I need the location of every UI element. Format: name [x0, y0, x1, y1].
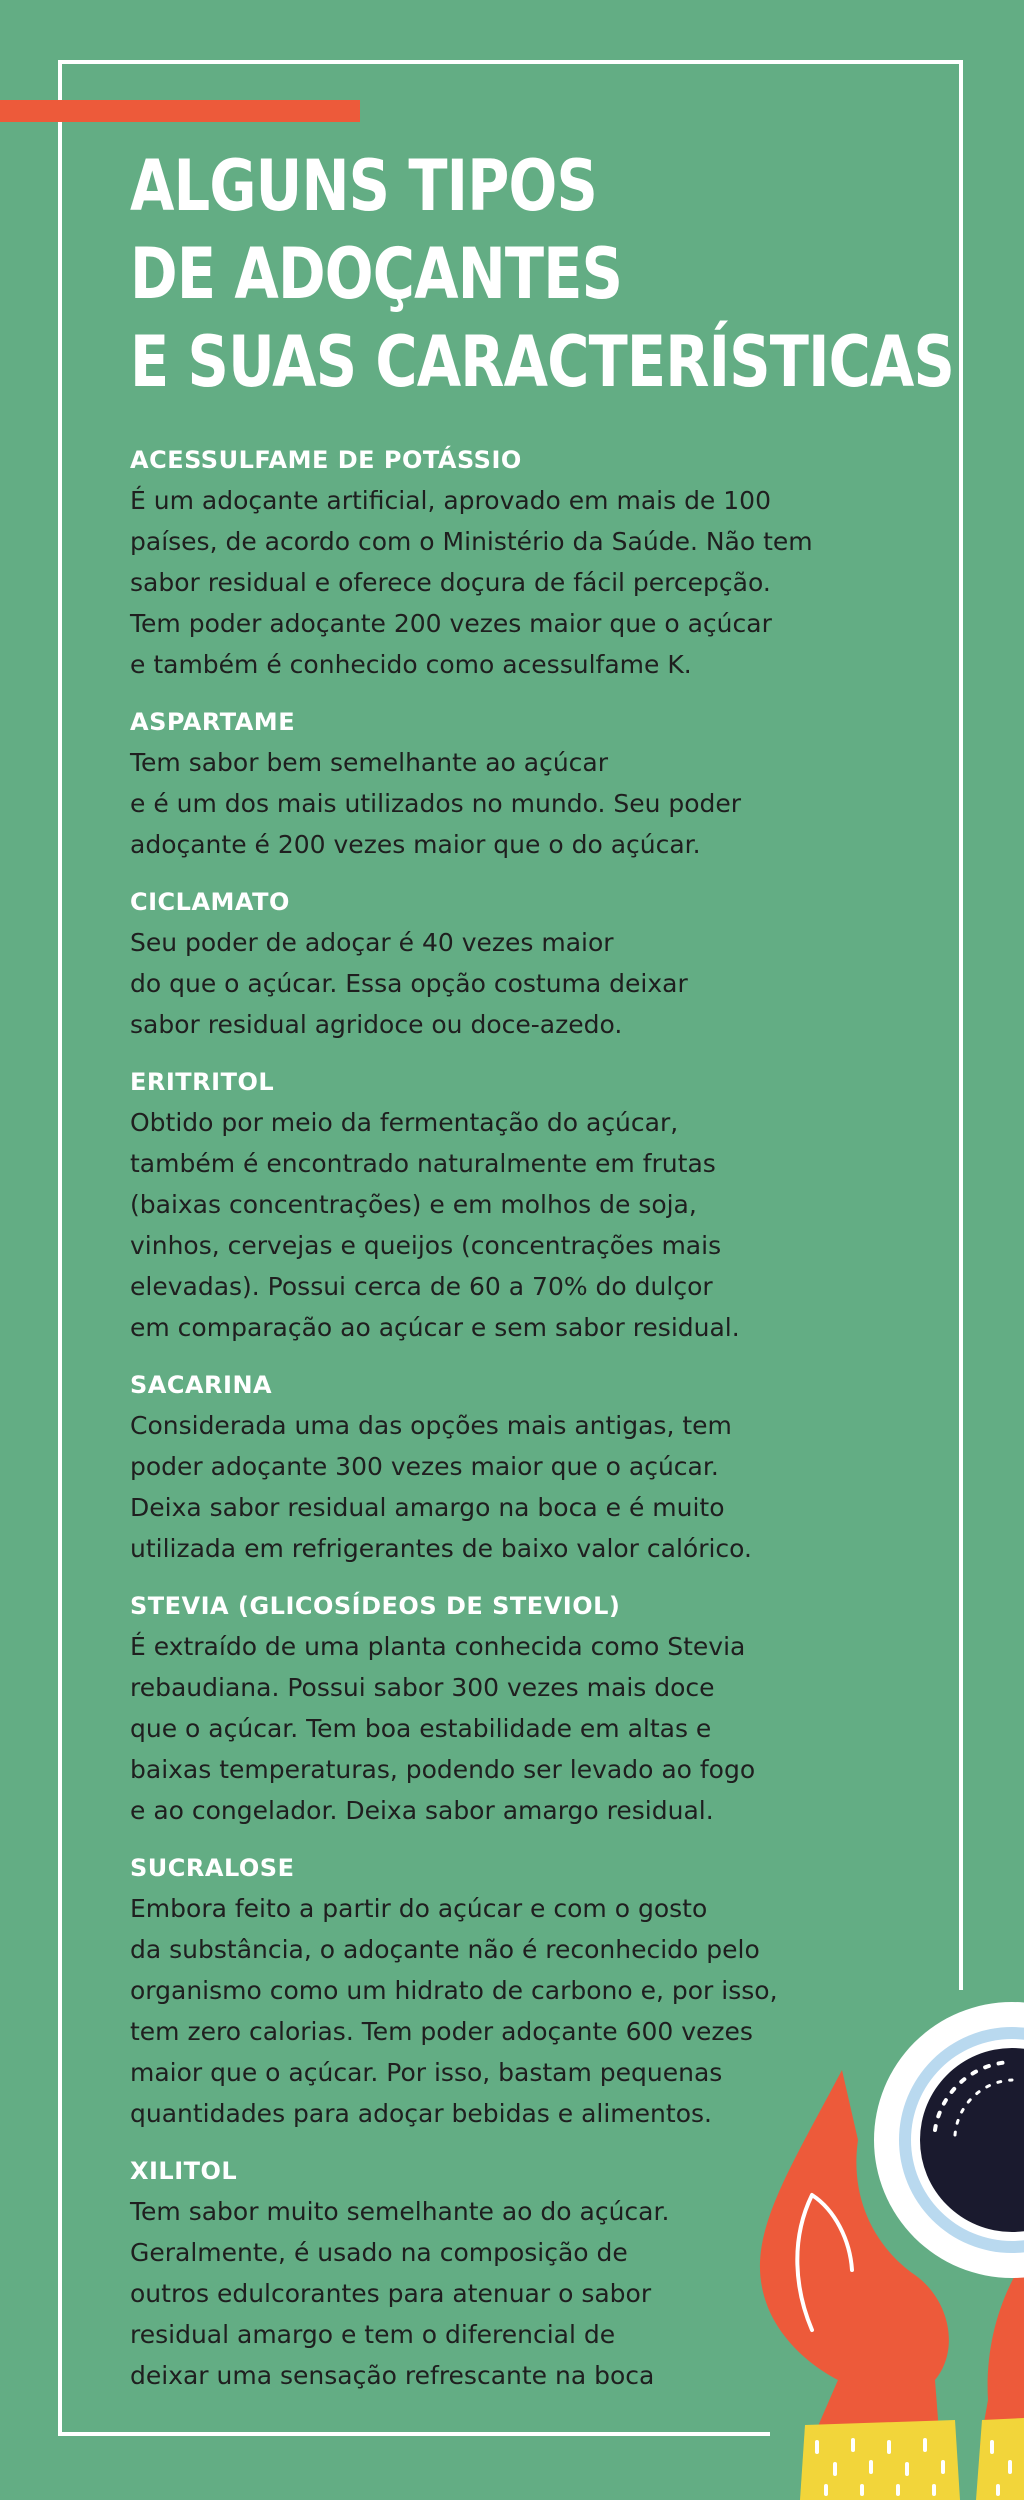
text-line: também é encontrado naturalmente em frutas: [130, 1149, 716, 1178]
text-line: maior que o açúcar. Por isso, bastam pequenas: [130, 2058, 723, 2087]
text-line: Tem poder adoçante 200 vezes maior que o açúcar: [130, 609, 772, 638]
text-line: rebaudiana. Possui sabor 300 vezes mais doce: [130, 1673, 715, 1702]
yellow-sleeve: [800, 2418, 1024, 2500]
section-acessulfame: [130, 444, 880, 685]
text-line: sabor residual e oferece doçura de fácil percepção.: [130, 568, 771, 597]
text-line: países, de acordo com o Ministério da Saúde. Não tem: [130, 527, 813, 556]
text-line: deixar uma sensação refrescante na boca: [130, 2361, 655, 2390]
text-line: quantidades para adoçar bebidas e alimentos.: [130, 2099, 712, 2128]
text-line: (baixas concentrações) e em molhos de soja,: [130, 1190, 697, 1219]
text-line: Obtido por meio da fermentação do açúcar,: [130, 1108, 679, 1137]
coffee-cup: [874, 2002, 1024, 2278]
section-aspartame: [130, 706, 880, 865]
text-line: e é um dos mais utilizados no mundo. Seu poder: [130, 789, 742, 818]
text-line: baixas temperaturas, podendo ser levado ao fogo: [130, 1755, 756, 1784]
text-line: sabor residual agridoce ou doce-azedo.: [130, 1010, 623, 1039]
title-line: E SUAS CARACTERÍSTICAS: [130, 321, 955, 403]
section-text: [130, 742, 880, 865]
text-line: que o açúcar. Tem boa estabilidade em altas e: [130, 1714, 712, 1743]
section-heading: SUCRALOSE: [130, 1854, 295, 1882]
text-line: e ao congelador. Deixa sabor amargo residual.: [130, 1796, 714, 1825]
text-line: É extraído de uma planta conhecida como Stevia: [130, 1632, 746, 1661]
section-heading: STEVIA (GLICOSÍDEOS DE STEVIOL): [130, 1592, 621, 1620]
text-line: vinhos, cervejas e queijos (concentrações mais: [130, 1231, 722, 1260]
text-line: da substância, o adoçante não é reconhecido pelo: [130, 1935, 760, 1964]
text-line: elevadas). Possui cerca de 60 a 70% do dulçor: [130, 1272, 713, 1301]
section-stevia: [130, 1590, 880, 1831]
section-sacarina: [130, 1369, 880, 1569]
text-line: Considerada uma das opções mais antigas, tem: [130, 1411, 732, 1440]
text-line: Deixa sabor residual amargo na boca e é muito: [130, 1493, 725, 1522]
text-line: Tem sabor bem semelhante ao açúcar: [130, 748, 609, 777]
text-line: organismo como um hidrato de carbono e, por isso,: [130, 1976, 778, 2005]
text-line: Tem sabor muito semelhante ao do açúcar.: [130, 2197, 670, 2226]
section-heading: ASPARTAME: [130, 708, 296, 736]
section-heading: ACESSULFAME DE POTÁSSIO: [130, 446, 522, 474]
section-text: [130, 480, 880, 685]
section-text: [130, 922, 880, 1045]
section-heading: SACARINA: [130, 1371, 273, 1399]
section-ciclamato: [130, 886, 880, 1045]
text-line: Seu poder de adoçar é 40 vezes maior: [130, 928, 614, 957]
right-hand: [980, 2260, 1024, 2445]
section-eritritol: [130, 1066, 880, 1348]
accent-bar: [0, 100, 360, 122]
section-text: [130, 1626, 880, 1831]
section-heading: ERITRITOL: [130, 1068, 275, 1096]
title-line: ALGUNS TIPOS: [130, 145, 597, 227]
text-line: em comparação ao açúcar e sem sabor residual.: [130, 1313, 740, 1342]
text-line: outros edulcorantes para atenuar o sabor: [130, 2279, 652, 2308]
text-line: É um adoçante artificial, aprovado em mais de 100: [130, 486, 771, 515]
text-line: residual amargo e tem o diferencial de: [130, 2320, 616, 2349]
text-line: poder adoçante 300 vezes maior que o açúcar.: [130, 1452, 719, 1481]
section-heading: XILITOL: [130, 2157, 238, 2185]
title-line: DE ADOÇANTES: [130, 233, 623, 315]
section-heading: CICLAMATO: [130, 888, 290, 916]
section-text: [130, 1405, 880, 1569]
text-line: adoçante é 200 vezes maior que o do açúcar.: [130, 830, 701, 859]
page-title: [130, 142, 954, 406]
section-text: [130, 1102, 880, 1348]
text-line: do que o açúcar. Essa opção costuma deixar: [130, 969, 688, 998]
text-line: Embora feito a partir do açúcar e com o gosto: [130, 1894, 708, 1923]
text-line: utilizada em refrigerantes de baixo valor calórico.: [130, 1534, 752, 1563]
text-line: e também é conhecido como acessulfame K.: [130, 650, 692, 679]
text-line: tem zero calorias. Tem poder adoçante 600 vezes: [130, 2017, 753, 2046]
text-line: Geralmente, é usado na composição de: [130, 2238, 628, 2267]
hands-holding-coffee-cup-icon: [744, 1960, 1024, 2500]
